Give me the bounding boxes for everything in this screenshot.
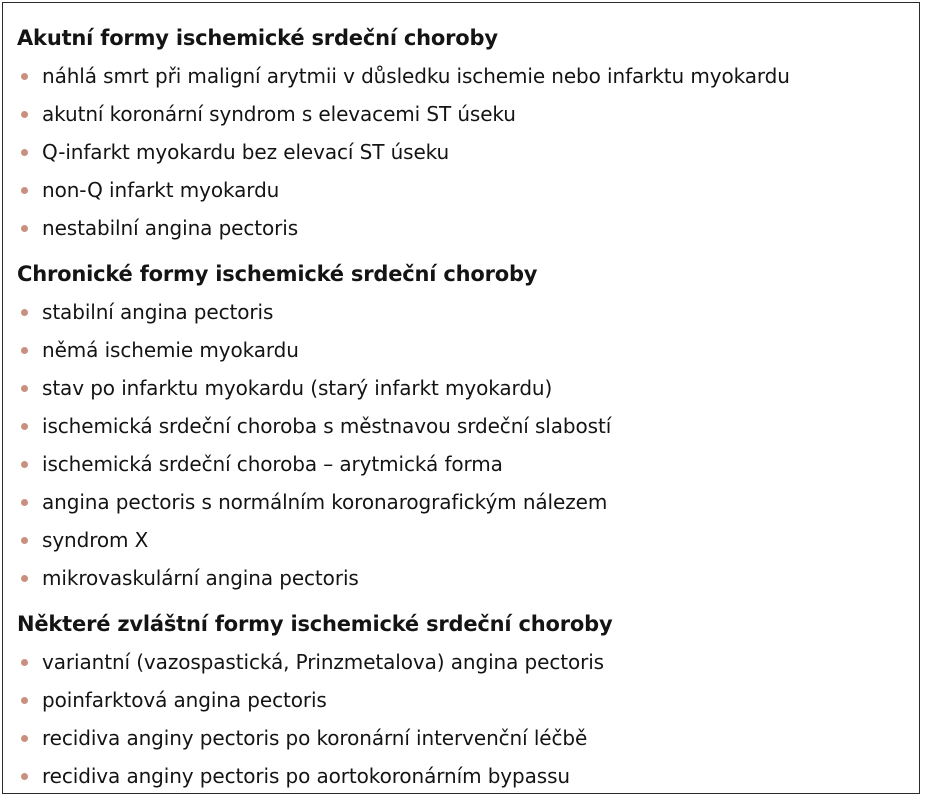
list-item [17,369,909,407]
list-item [17,757,909,795]
list-item [17,719,909,757]
list-item [17,483,909,521]
list-item-text: variantní (vazospastická, Prinzmetalova) angina pectoris [42,650,604,674]
bullet-icon [21,735,28,742]
section-heading: Chronické formy ischemické srdeční choroby [17,262,538,286]
section-heading: Akutní formy ischemické srdeční choroby [17,26,498,50]
list-item-text: recidiva anginy pectoris po aortokoronárním bypassu [42,764,571,788]
list-item-text: stav po infarktu myokardu (starý infarkt myokardu) [42,376,553,400]
list-item [17,331,909,369]
list-item-text: náhlá smrt při maligní arytmii v důsledku ischemie nebo infarktu myokardu [42,64,790,88]
item-list [17,293,909,597]
list-item [17,57,909,95]
list-item-text: nestabilní angina pectoris [42,216,299,240]
list-item-text: ischemická srdeční choroba s městnavou srdeční slabostí [42,414,612,438]
bullet-icon [21,575,28,582]
bullet-icon [21,309,28,316]
list-item-text: stabilní angina pectoris [42,300,274,324]
list-item-text: Q-infarkt myokardu bez elevací ST úseku [42,140,450,164]
bullet-icon [21,385,28,392]
bullet-icon [21,697,28,704]
item-list [17,57,909,247]
bullet-icon [21,461,28,468]
list-item [17,521,909,559]
list-item [17,171,909,209]
bullet-icon [21,187,28,194]
table-frame [2,2,920,794]
list-item [17,407,909,445]
list-item [17,445,909,483]
list-item [17,643,909,681]
list-item [17,681,909,719]
list-item-text: mikrovaskulární angina pectoris [42,566,359,590]
item-list [17,643,909,795]
bullet-icon [21,149,28,156]
list-item [17,133,909,171]
bullet-icon [21,73,28,80]
list-item-text: syndrom X [42,528,149,552]
bullet-icon [21,659,28,666]
section-special [17,605,909,795]
bullet-icon [21,499,28,506]
list-item [17,559,909,597]
bullet-icon [21,225,28,232]
section-heading: Některé zvláštní formy ischemické srdeční choroby [17,612,613,636]
bullet-icon [21,423,28,430]
list-item-text: poinfarktová angina pectoris [42,688,327,712]
bullet-icon [21,111,28,118]
list-item-text: akutní koronární syndrom s elevacemi ST úseku [42,102,516,126]
section-acute [17,19,909,247]
list-item-text: non-Q infarkt myokardu [42,178,280,202]
bullet-icon [21,537,28,544]
list-item [17,95,909,133]
bullet-icon [21,347,28,354]
list-item-text: ischemická srdeční choroba – arytmická forma [42,452,503,476]
list-item-text: recidiva anginy pectoris po koronární intervenční léčbě [42,726,588,750]
list-item [17,209,909,247]
section-chronic [17,255,909,597]
list-item-text: angina pectoris s normálním koronarografickým nálezem [42,490,608,514]
list-item [17,293,909,331]
bullet-icon [21,773,28,780]
list-item-text: němá ischemie myokardu [42,338,299,362]
